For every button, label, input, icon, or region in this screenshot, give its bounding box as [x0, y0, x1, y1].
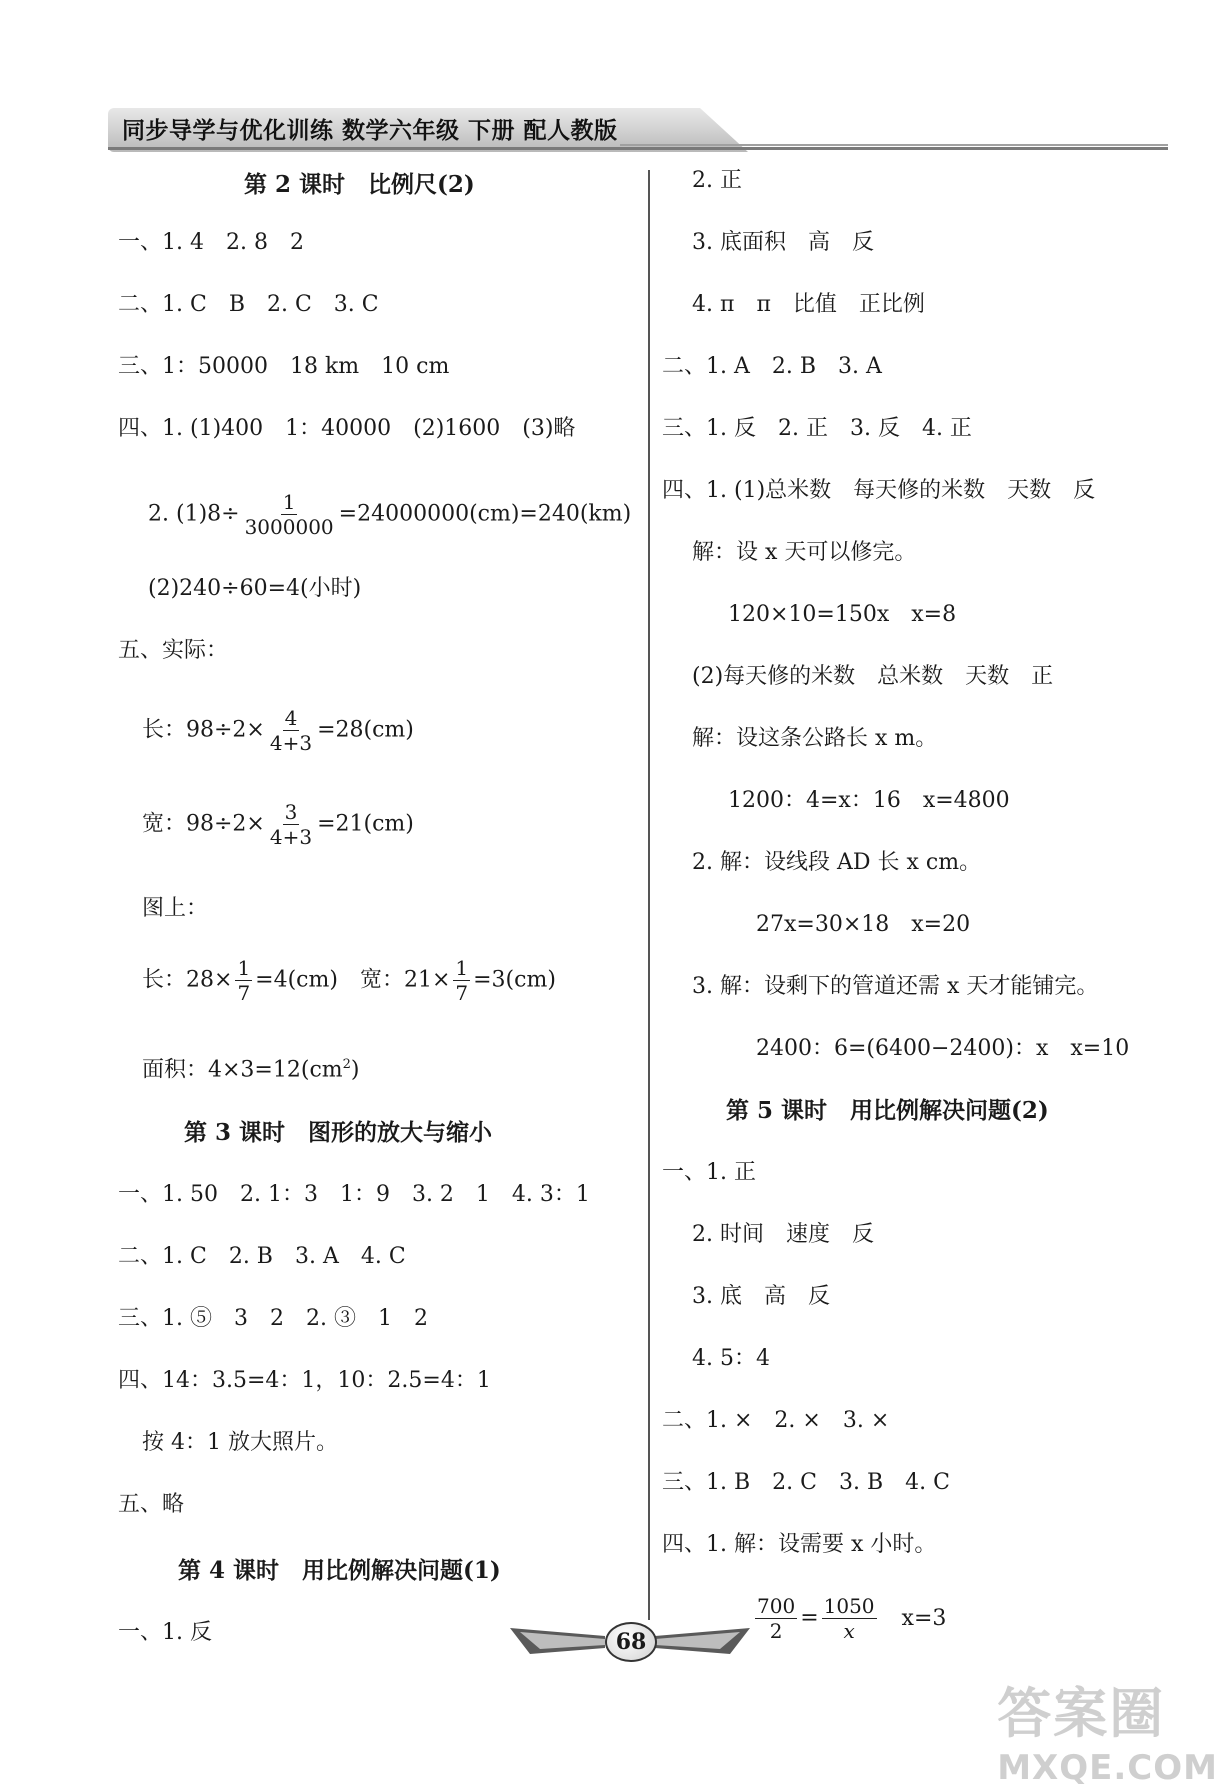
answer-line: 4. 5：4 — [692, 1346, 770, 1371]
exponent: 2 — [342, 1057, 351, 1072]
page-number-ornament — [510, 1620, 750, 1662]
answer-line: (2)240÷60=4(小时) — [148, 576, 362, 601]
answer-line: 2400：6=(6400−2400)：x x=10 — [756, 1036, 1130, 1061]
numerator: 1 — [237, 956, 251, 980]
watermark-url: MXQE.COM — [997, 1748, 1218, 1788]
watermark — [997, 1671, 1218, 1788]
denominator: 2 — [769, 1619, 783, 1643]
answer-line: 三、1. ⑤ 3 2 2. ③ 1 2 — [118, 1306, 428, 1331]
answer-line: 120×10=150x x=8 — [728, 602, 957, 627]
answer-line — [142, 1050, 360, 1085]
answer-line: 二、1. A 2. B 3. A — [662, 354, 882, 379]
expr-part: 长：28× — [142, 967, 233, 993]
numerator: 700 — [757, 1594, 796, 1618]
page-number: 68 — [605, 1622, 657, 1662]
answer-line: 三、1. 反 2. 正 3. 反 4. 正 — [662, 416, 972, 441]
answer-line: 二、1. C B 2. C 3. C — [118, 292, 379, 317]
expr-part: 宽：98÷2× — [142, 811, 265, 837]
answer-line: 3. 底面积 高 反 — [692, 230, 874, 255]
header-rule-secondary — [620, 144, 1168, 146]
numerator: 1 — [455, 956, 469, 980]
denominator: 4+3 — [269, 825, 313, 849]
expr-part: 长：98÷2× — [142, 717, 265, 743]
answer-line: 3. 解：设剩下的管道还需 x 天才能铺完。 — [692, 974, 1099, 999]
answer-line: 1200：4=x：16 x=4800 — [728, 788, 1010, 813]
expr-part: =3(cm) — [473, 967, 556, 993]
answer-line: 解：设 x 天可以修完。 — [692, 540, 917, 565]
answer-line: 四、1. 解：设需要 x 小时。 — [662, 1532, 937, 1557]
expr-part: 面积：4×3=12(cm — [142, 1057, 343, 1083]
answer-line: 按 4：1 放大照片。 — [142, 1430, 338, 1455]
answer-line: 三、1. B 2. C 3. B 4. C — [662, 1470, 950, 1495]
answer-line: 二、1. × 2. × 3. × — [662, 1408, 890, 1433]
answer-line: 2. 解：设线段 AD 长 x cm。 — [692, 850, 982, 875]
expr-part: x=3 — [901, 1605, 947, 1631]
denominator: 3000000 — [244, 515, 334, 539]
expr-part: ) — [350, 1057, 360, 1083]
answer-line: 4. π π 比值 正比例 — [692, 292, 925, 317]
answer-line: 二、1. C 2. B 3. A 4. C — [118, 1244, 406, 1269]
answer-line: 四、1. (1)总米数 每天修的米数 天数 反 — [662, 478, 1096, 503]
expr-part: =4(cm) 宽：21× — [255, 967, 451, 993]
book-title: 同步导学与优化训练 数学六年级 下册 配人教版 — [122, 117, 618, 144]
numerator: 3 — [284, 800, 298, 824]
numerator: 1 — [282, 490, 296, 514]
answer-line: (2)每天修的米数 总米数 天数 正 — [692, 664, 1054, 689]
section-title-lesson-3: 第 3 课时 图形的放大与缩小 — [184, 1119, 493, 1146]
fraction — [268, 706, 314, 755]
fraction — [235, 956, 252, 1005]
fraction — [243, 490, 336, 539]
answer-line-fraction — [148, 490, 631, 539]
header-rule — [108, 147, 1168, 150]
answer-line: 一、1. 4 2. 8 2 — [118, 230, 304, 255]
answer-line: 三、1：50000 18 km 10 cm — [118, 354, 450, 379]
fraction — [822, 1594, 877, 1643]
column-divider — [648, 170, 650, 1620]
fraction — [268, 800, 314, 849]
answer-line: 图上： — [142, 896, 209, 921]
answer-line: 四、1. (1)400 1：40000 (2)1600 (3)略 — [118, 416, 576, 441]
answer-line: 一、1. 反 — [118, 1620, 212, 1645]
answer-line-fraction — [142, 800, 414, 849]
answer-line-fraction — [142, 956, 556, 1005]
watermark-logo-text: 答案圈 — [997, 1682, 1166, 1745]
answer-line: 3. 底 高 反 — [692, 1284, 830, 1309]
expr-part: = — [800, 1605, 819, 1631]
fraction — [755, 1594, 797, 1643]
answer-line: 2. 时间 速度 反 — [692, 1222, 874, 1247]
denominator: 7 — [455, 981, 469, 1005]
answer-line: 2. 正 — [692, 168, 742, 193]
expr-part: 2. (1)8÷ — [148, 501, 240, 527]
expr-part: =28(cm) — [317, 717, 414, 743]
answer-line-fraction — [752, 1594, 946, 1643]
section-title-lesson-4: 第 4 课时 用比例解决问题(1) — [178, 1557, 501, 1584]
expr-part: =21(cm) — [317, 811, 414, 837]
numerator: 1050 — [823, 1594, 875, 1618]
answer-line: 一、1. 正 — [662, 1160, 756, 1185]
answer-line: 四、14：3.5=4：1，10：2.5=4：1 — [118, 1368, 491, 1393]
expr-part: =24000000(cm)=240(km) — [338, 501, 632, 527]
denominator: x — [843, 1619, 855, 1643]
denominator: 7 — [237, 981, 251, 1005]
answer-line-fraction — [142, 706, 414, 755]
fraction — [453, 956, 470, 1005]
answer-line: 五、实际： — [118, 638, 229, 663]
section-title-lesson-5: 第 5 课时 用比例解决问题(2) — [726, 1097, 1049, 1124]
numerator: 4 — [284, 706, 298, 730]
answer-line: 一、1. 50 2. 1：3 1：9 3. 2 1 4. 3：1 — [118, 1182, 590, 1207]
answer-line: 五、略 — [118, 1492, 185, 1517]
answer-line: 27x=30×18 x=20 — [756, 912, 971, 937]
section-title-lesson-2: 第 2 课时 比例尺(2) — [244, 171, 475, 198]
denominator: 4+3 — [269, 731, 313, 755]
answer-line: 解：设这条公路长 x m。 — [692, 726, 938, 751]
